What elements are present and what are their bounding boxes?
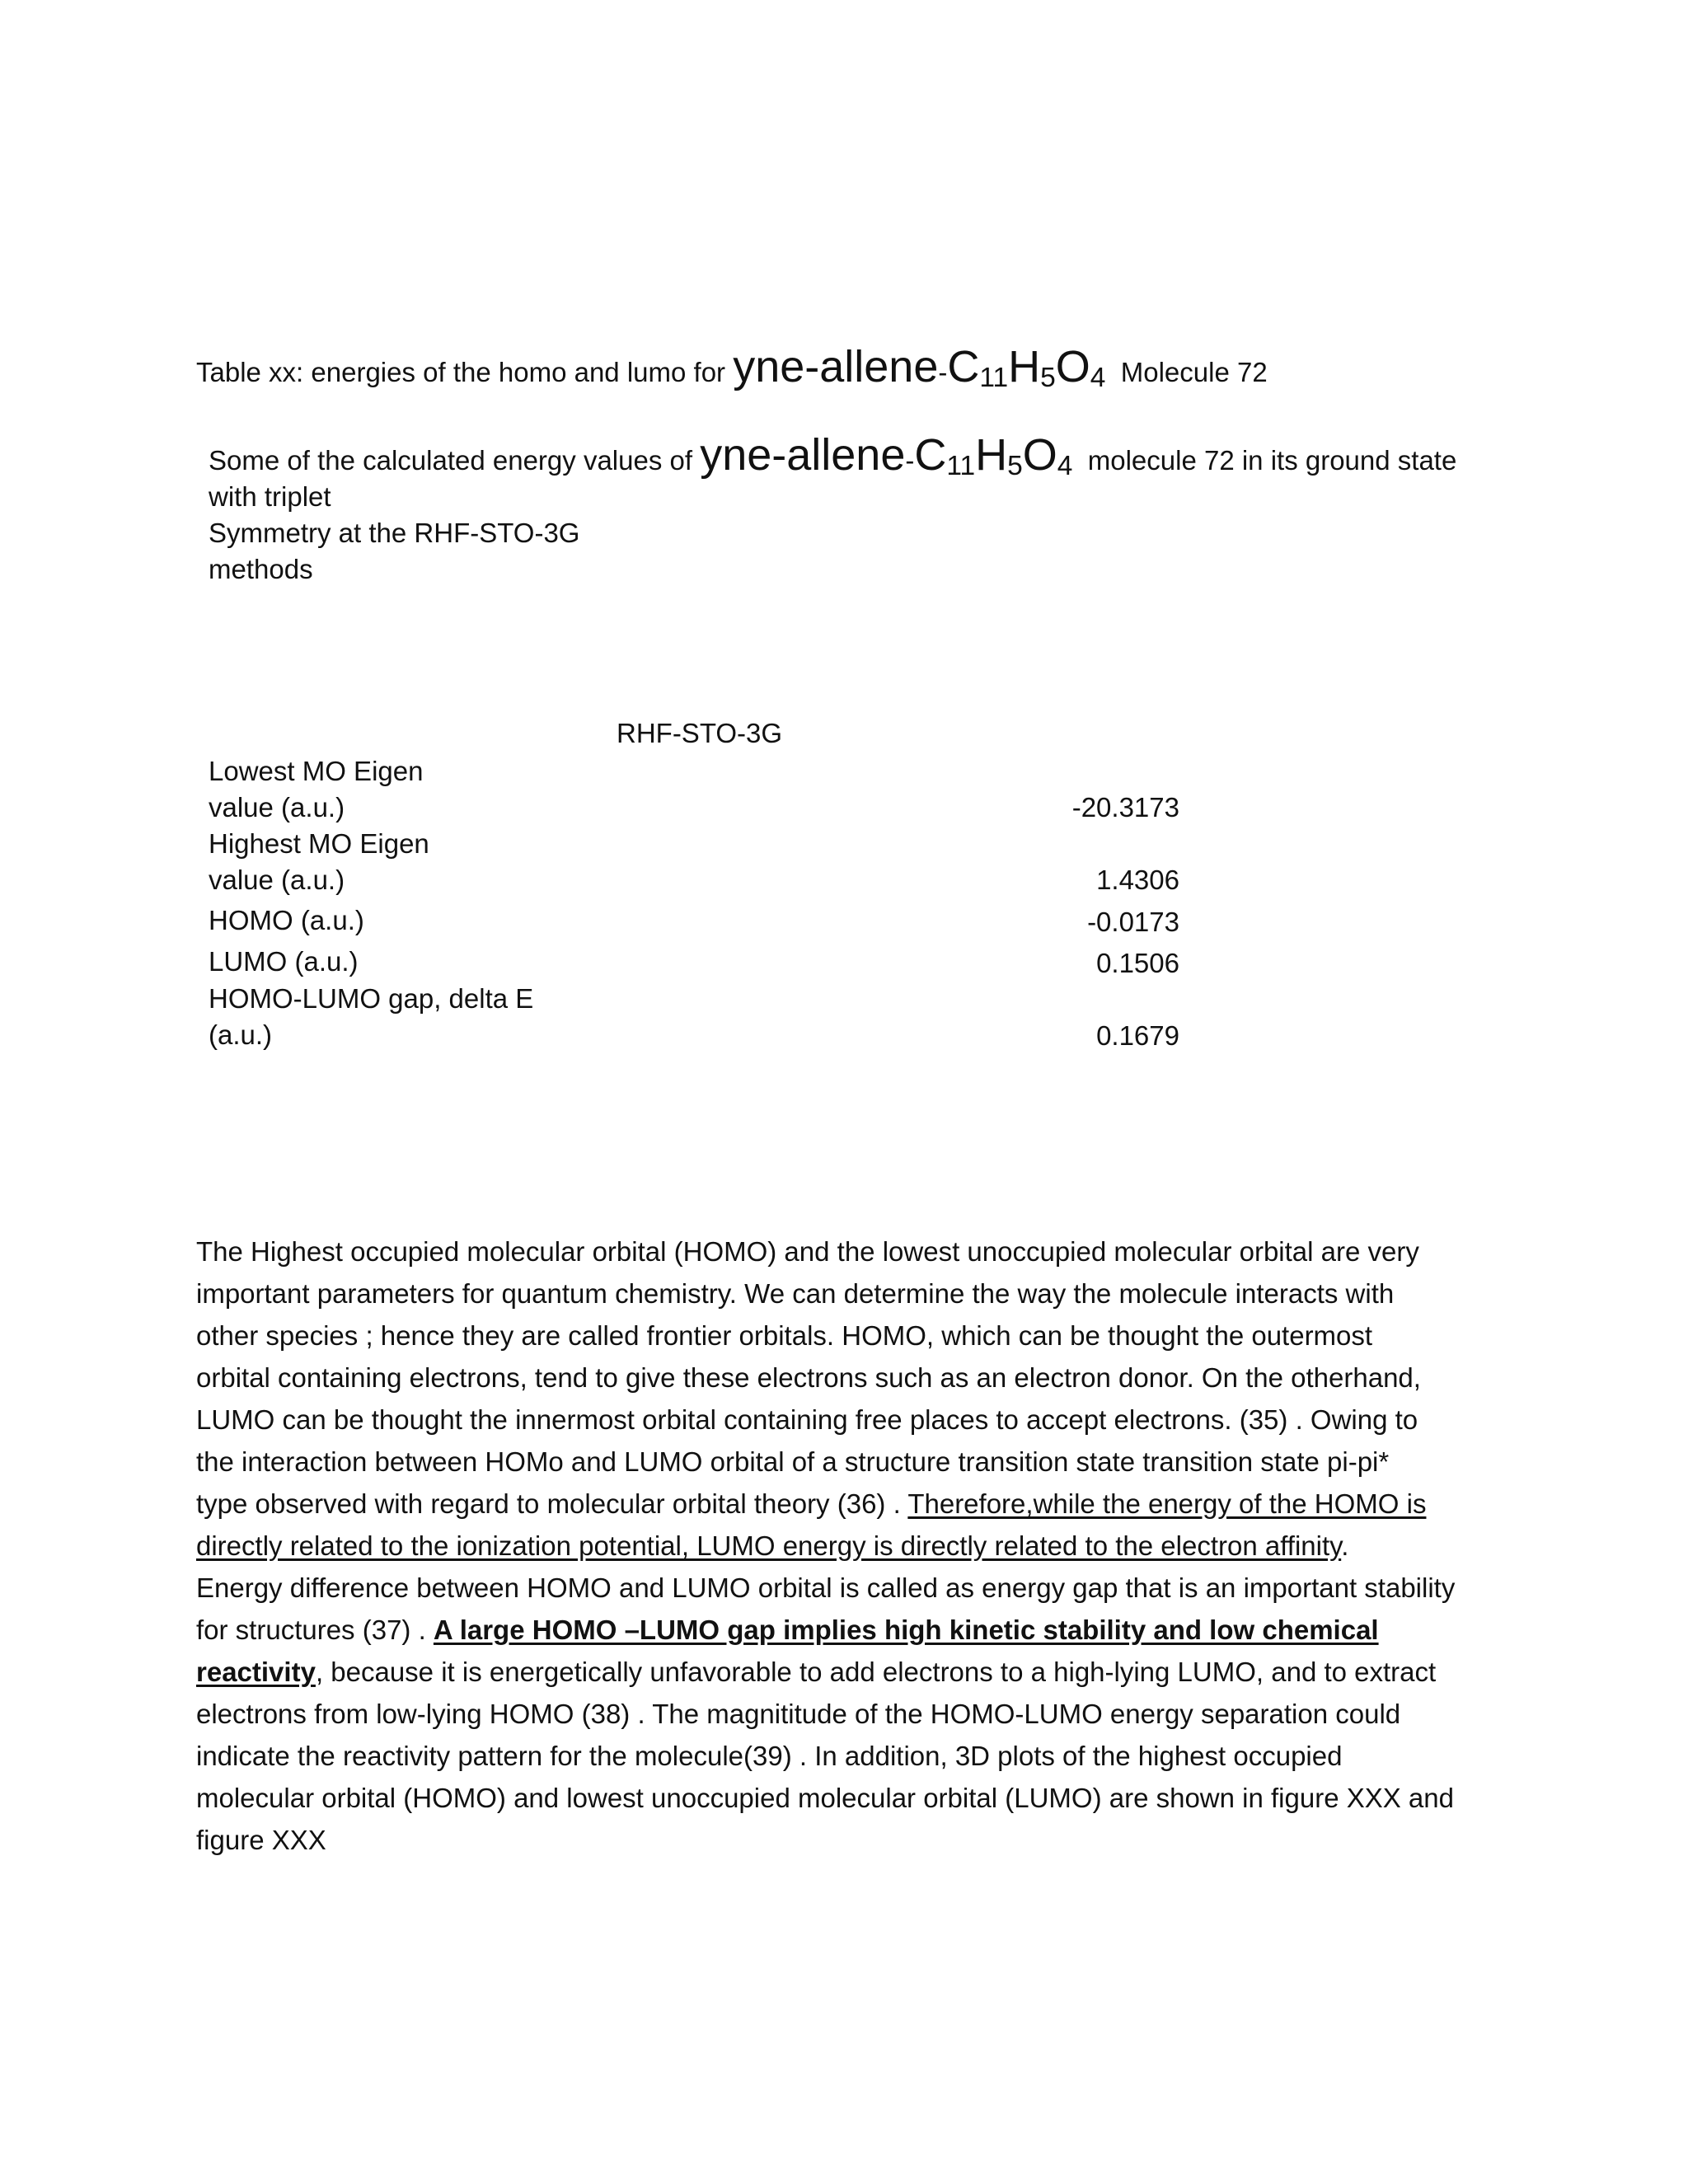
row-value-gap: 0.1679: [1096, 1020, 1179, 1051]
row-value-highest-mo: 1.4306: [1096, 865, 1179, 895]
row-label-homo: HOMO (a.u.): [209, 905, 364, 935]
formula-c-subscript: 11: [979, 363, 1009, 394]
formula-c: C: [914, 430, 947, 480]
caption-suffix: Molecule 72: [1120, 357, 1268, 387]
paragraph-line: [196, 1612, 1379, 1648]
formula-c: C: [947, 342, 980, 391]
formula-c-subscript: 11: [946, 451, 976, 482]
table-caption: [196, 338, 1268, 401]
description-molecule-name: yne-allene: [700, 430, 906, 480]
row-value-lumo: 0.1506: [1096, 948, 1179, 978]
row-label-gap-line-1: HOMO-LUMO gap, delta E: [209, 983, 534, 1014]
paragraph-bold-underlined-text: reactivity: [196, 1657, 316, 1687]
row-label-lowest-mo-line-1: Lowest MO Eigen: [209, 756, 424, 786]
caption-molecule-name: yne-allene: [733, 342, 939, 391]
paragraph-underlined-text: Therefore,while the energy of the HOMO is: [907, 1488, 1427, 1519]
paragraph-line: molecular orbital (HOMO) and lowest unoccupied molecular orbital (LUMO) are shown in figure XXX and: [196, 1783, 1454, 1813]
description-line-3: Symmetry at the RHF-STO-3G: [209, 518, 580, 548]
paragraph-line: Energy difference between HOMO and LUMO orbital is called as energy gap that is an important stability: [196, 1572, 1456, 1603]
description-suffix: molecule 72 in its ground state: [1087, 445, 1457, 476]
paragraph-line: electrons from low-lying HOMO (38) . The magnititude of the HOMO-LUMO energy separation could: [196, 1699, 1401, 1729]
row-value-lowest-mo: -20.3173: [1071, 792, 1179, 823]
row-label-lowest-mo-line-2: value (a.u.): [209, 792, 345, 823]
paragraph-line: indicate the reactivity pattern for the molecule(39) . In addition, 3D plots of the highest occupied: [196, 1741, 1343, 1771]
paragraph-line: LUMO can be thought the innermost orbital containing free places to accept electrons. (35) . Owing to: [196, 1404, 1418, 1435]
paragraph-bold-underlined-text: A large HOMO –LUMO gap implies high kinetic stability and low chemical: [433, 1615, 1379, 1645]
description-line-2: with triplet: [209, 481, 331, 512]
description-line-1: [209, 425, 1456, 490]
paragraph-line: orbital containing electrons, tend to give these electrons such as an electron donor. On the otherhand,: [196, 1362, 1421, 1393]
paragraph-line: important parameters for quantum chemistry. We can determine the way the molecule interacts with: [196, 1278, 1395, 1309]
row-label-highest-mo-line-1: Highest MO Eigen: [209, 828, 429, 859]
description-formula: [914, 430, 1072, 480]
row-label-lumo: LUMO (a.u.): [209, 946, 359, 977]
paragraph-text: , because it is energetically unfavorable to add electrons to a high-lying LUMO, and to extract: [315, 1657, 1437, 1687]
paragraph-underlined-text: directly related to the ionization potential, LUMO energy is directly related to the electron affinity: [196, 1530, 1342, 1561]
formula-o: O: [1022, 430, 1057, 480]
table-column-header: RHF-STO-3G: [617, 718, 783, 748]
caption-prefix: Table xx: energies of the homo and lumo for: [196, 357, 734, 387]
formula-h: H: [975, 430, 1008, 480]
paragraph-line: The Highest occupied molecular orbital (HOMO) and the lowest unoccupied molecular orbital are very: [196, 1236, 1419, 1267]
caption-formula: [947, 342, 1106, 394]
paragraph-line: other species ; hence they are called frontier orbitals. HOMO, which can be thought the outermost: [196, 1320, 1373, 1351]
row-label-highest-mo-line-2: value (a.u.): [209, 865, 345, 895]
formula-o-subscript: 4: [1057, 451, 1073, 482]
description-line-4: methods: [209, 554, 313, 584]
paragraph-line: [196, 1486, 1426, 1522]
formula-o: O: [1055, 342, 1090, 391]
paragraph-line: the interaction between HOMo and LUMO orbital of a structure transition state transition state pi-pi*: [196, 1446, 1390, 1477]
paragraph-text: type observed with regard to molecular orbital theory (36) .: [196, 1488, 908, 1519]
paragraph-line: [196, 1528, 1348, 1564]
formula-h: H: [1008, 342, 1041, 391]
row-label-gap-line-2: (a.u.): [209, 1019, 273, 1050]
formula-h-subscript: 5: [1040, 363, 1056, 394]
paragraph-text: for structures (37) .: [196, 1615, 434, 1645]
paragraph-line: [196, 1654, 1436, 1690]
description-prefix: Some of the calculated energy values of: [209, 445, 701, 476]
formula-o-subscript: 4: [1090, 363, 1106, 394]
paragraph-text: .: [1341, 1530, 1349, 1561]
paragraph-line: figure XXX: [196, 1825, 326, 1855]
description-dash: -: [905, 445, 915, 476]
formula-h-subscript: 5: [1007, 451, 1023, 482]
caption-dash: -: [938, 357, 948, 387]
row-value-homo: -0.0173: [1087, 907, 1179, 937]
